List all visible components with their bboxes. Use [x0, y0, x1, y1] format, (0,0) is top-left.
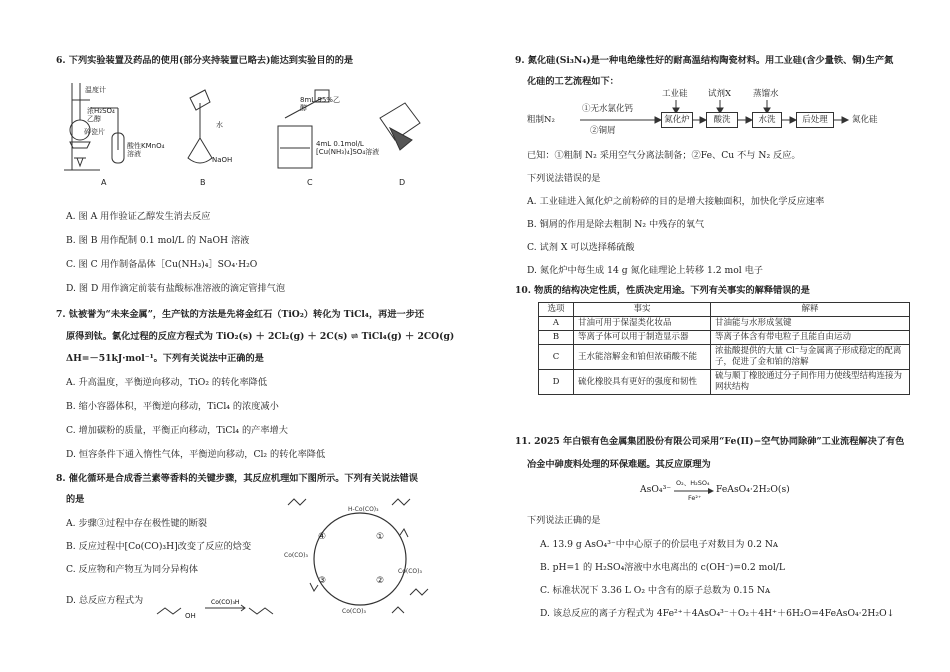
fig-letter-c: C	[307, 178, 313, 187]
q11-option-b: B. pH=1 的 H₂SO₄溶液中水电离出的 c(OH⁻)=0.2 mol/L	[540, 562, 785, 573]
fig-c-label-ethanol: 8mL 95%乙醇	[300, 96, 340, 112]
q9-option-c: C. 试剂 X 可以选择稀硫酸	[527, 242, 635, 253]
fig-a-label-chips: 碎瓷片	[84, 128, 105, 136]
q11-eq-above-arrow: O₂、H₂SO₄	[676, 479, 710, 487]
q8-step-2: ②	[376, 576, 385, 586]
q9-option-b: B. 铜屑的作用是除去粗制 N₂ 中残存的氧气	[527, 219, 705, 230]
q11-option-a: A. 13.9 g AsO₄³⁻中中心原子的价层电子对数目为 0.2 Nᴀ	[540, 539, 779, 550]
q8-option-a: A. 步骤③过程中存在极性键的断裂	[66, 518, 208, 529]
q6-option-b: B. 图 B 用作配制 0.1 mol/L 的 NaOH 溶液	[66, 235, 250, 246]
q9-ask: 下列说法错误的是	[527, 173, 601, 184]
q7-option-a: A. 升高温度，平衡逆向移动，TiO₂ 的转化率降低	[66, 377, 268, 388]
fig-b-label-water: 水	[216, 121, 223, 129]
fig-b-label-naoh: NaOH	[212, 156, 233, 164]
q11-stem-line1: 11. 2025 年白银有色金属集团股份有限公司采用“Fe(II)−空气协同除砷”工业流程解决了有色	[515, 436, 905, 447]
q8-step-3: ③	[318, 576, 327, 586]
q6-apparatus-figures	[60, 78, 440, 190]
q9-flow-top-input-1: 工业硅	[662, 89, 688, 99]
q9-flow-box-nitriding-furnace: 氮化炉	[661, 112, 693, 128]
q10-header-option: 选项	[539, 303, 574, 317]
q9-flow-box-water-wash: 水洗	[752, 112, 782, 128]
table-row	[539, 345, 910, 370]
q10-header-fact: 事实	[574, 303, 711, 317]
q7-stem-line1: 7. 钛被誉为“未来金属”，生产钛的方法是先将金红石（TiO₂）转化为 TiCl₄，再进一步还	[56, 309, 425, 320]
q11-eq-below-arrow: Fe²⁺	[688, 494, 702, 502]
q7-option-c: C. 增加碳粉的质量，平衡正向移动，TiCl₄ 的产率增大	[66, 425, 288, 436]
q10-row-a-expl: 甘油能与水形成氢键	[711, 317, 910, 331]
q9-flow-below-arrow: ②铜屑	[590, 126, 616, 136]
q10-row-c-fact: 王水能溶解金和铂但浓硝酸不能	[574, 345, 711, 370]
fig-c-label-solution: 4mL 0.1mol/L [Cu(NH₃)₄]SO₄溶液	[316, 140, 380, 156]
q9-stem-line2: 化硅的工艺流程如下：	[527, 76, 619, 87]
q10-row-b-opt: B	[539, 331, 574, 345]
q9-option-a: A. 工业硅进入氮化炉之前粉碎的目的是增大接触面积，加快化学反应速率	[527, 196, 825, 207]
q8-stem-line2: 的是	[66, 494, 85, 505]
svg-text:Co(CO)₃: Co(CO)₃	[398, 568, 422, 575]
q9-stem-line1: 9. 氮化硅(Si₃N₄)是一种电绝缘性好的耐高温结构陶瓷材料。用工业硅(含少量铁、铜)生产氮	[515, 55, 894, 66]
q11-eq-left: AsO₄³⁻	[640, 484, 672, 495]
q6-option-d: D. 图 D 用作滴定前装有盐酸标准溶液的滴定管排气泡	[66, 283, 286, 294]
q8-option-c: C. 反应物和产物互为同分异构体	[66, 564, 198, 575]
q7-stem-line2: 原得到钛。氯化过程的反应方程式为 TiO₂(s) ＋ 2Cl₂(g) ＋ 2C(s) ⇌ TiCl₄(g) ＋ 2CO(g)	[66, 331, 455, 342]
table-row	[539, 317, 910, 331]
svg-text:Co(CO)₃H: Co(CO)₃H	[211, 599, 240, 606]
q6-option-c: C. 图 C 用作制备晶体［Cu(NH₃)₄］SO₄·H₂O	[66, 259, 258, 270]
q10-stem: 10. 物质的结构决定性质，性质决定用途。下列有关事实的解释错误的是	[515, 285, 810, 296]
q10-table-header	[539, 303, 910, 317]
svg-text:Co(CO)₃: Co(CO)₃	[342, 608, 366, 615]
q7-option-b: B. 缩小容器体积，平衡逆向移动，TiCl₄ 的浓度减小	[66, 401, 279, 412]
q8-step-1: ①	[376, 532, 385, 542]
q10-row-d-opt: D	[539, 370, 574, 395]
q9-flow-box-acid-wash: 酸洗	[706, 112, 738, 128]
q9-flow-above-arrow: ①无水氯化钙	[582, 104, 634, 114]
q10-row-d-expl: 硫与顺丁橡胶通过分子间作用力使线型结构连接为网状结构	[711, 370, 910, 395]
q7-option-d: D. 恒容条件下通入惰性气体，平衡逆向移动，Cl₂ 的转化率降低	[66, 449, 326, 460]
q10-row-b-expl: 等离子体含有带电粒子且能自由运动	[711, 331, 910, 345]
q9-flow-box-post-process: 后处理	[796, 112, 834, 128]
q10-row-c-opt: C	[539, 345, 574, 370]
fig-a-label-kmno4: 酸性KMnO₄溶液	[127, 142, 165, 158]
fig-letter-d: D	[399, 178, 406, 187]
q9-option-d: D. 氮化炉中每生成 14 g 氮化硅理论上转移 1.2 mol 电子	[527, 265, 763, 276]
fig-a-label-thermometer: 温度计	[85, 86, 106, 94]
q11-eq-right: FeAsO₄·2H₂O(s)	[716, 484, 790, 495]
q9-known: 已知：①粗制 N₂ 采用空气分离法制备；②Fe、Cu 不与 N₂ 反应。	[527, 150, 801, 161]
q8-option-b: B. 反应过程中[Co(CO)₃H]改变了反应的焓变	[66, 541, 252, 552]
fig-a-label-acid: 浓H₂SO₄	[87, 107, 115, 115]
table-row	[539, 370, 910, 395]
q11-ask: 下列说法正确的是	[527, 515, 601, 526]
q8-catalytic-cycle	[280, 495, 440, 625]
table-row	[539, 331, 910, 345]
fig-letter-b: B	[200, 178, 206, 187]
q10-table	[538, 302, 910, 395]
q9-flow-output: 氮化硅	[852, 115, 878, 125]
q11-option-c: C. 标准状况下 3.36 L O₂ 中含有的原子总数为 0.15 Nᴀ	[540, 585, 771, 596]
q9-flow-top-input-2: 试剂X	[708, 89, 732, 99]
q8-total-equation	[155, 594, 275, 624]
svg-text:H-Co(CO)₃: H-Co(CO)₃	[348, 506, 379, 513]
q11-option-d: D. 该总反应的离子方程式为 4Fe²⁺＋4AsO₄³⁻＋O₂＋4H⁺＋6H₂O=4FeAsO₄·2H₂O↓	[540, 608, 895, 619]
q7-stem-line3: ΔH=－51kJ·mol⁻¹。下列有关说法中正确的是	[66, 353, 264, 364]
q10-header-explanation: 解释	[711, 303, 910, 317]
q9-flow-top-input-3: 蒸馏水	[753, 89, 779, 99]
q8-stem-line1: 8. 催化循环是合成香兰素等香料的关键步骤，其反应机理如下图所示。下列有关说法错误	[56, 473, 418, 484]
q6-option-a: A. 图 A 用作验证乙醇发生消去反应	[66, 211, 211, 222]
q8-step-4: ④	[318, 532, 327, 542]
q9-flow-input: 粗制N₂	[527, 115, 555, 125]
q11-stem-line2: 冶金中砷废料处理的环保难题。其反应原理为	[527, 459, 711, 470]
q10-row-a-opt: A	[539, 317, 574, 331]
fig-letter-a: A	[101, 178, 107, 187]
q8-eq-oh-left: OH	[185, 612, 196, 620]
fig-a-label-ethanol: 乙醇	[87, 115, 101, 123]
q10-row-a-fact: 甘油可用于保湿类化妆品	[574, 317, 711, 331]
q10-row-b-fact: 等离子体可以用于制造显示器	[574, 331, 711, 345]
q6-stem: 6. 下列实验装置及药品的使用(部分夹持装置已略去)能达到实验目的的是	[56, 55, 354, 66]
q8-option-d: D. 总反应方程式为	[66, 595, 144, 606]
svg-text:Co(CO)₃: Co(CO)₃	[284, 552, 308, 559]
q10-row-c-expl: 浓盐酸提供的大量 Cl⁻与金属离子形成稳定的配离子，促进了金和铂的溶解	[711, 345, 910, 370]
fig-b-flask	[188, 90, 212, 163]
q10-row-d-fact: 硫化橡胶具有更好的强度和韧性	[574, 370, 711, 395]
